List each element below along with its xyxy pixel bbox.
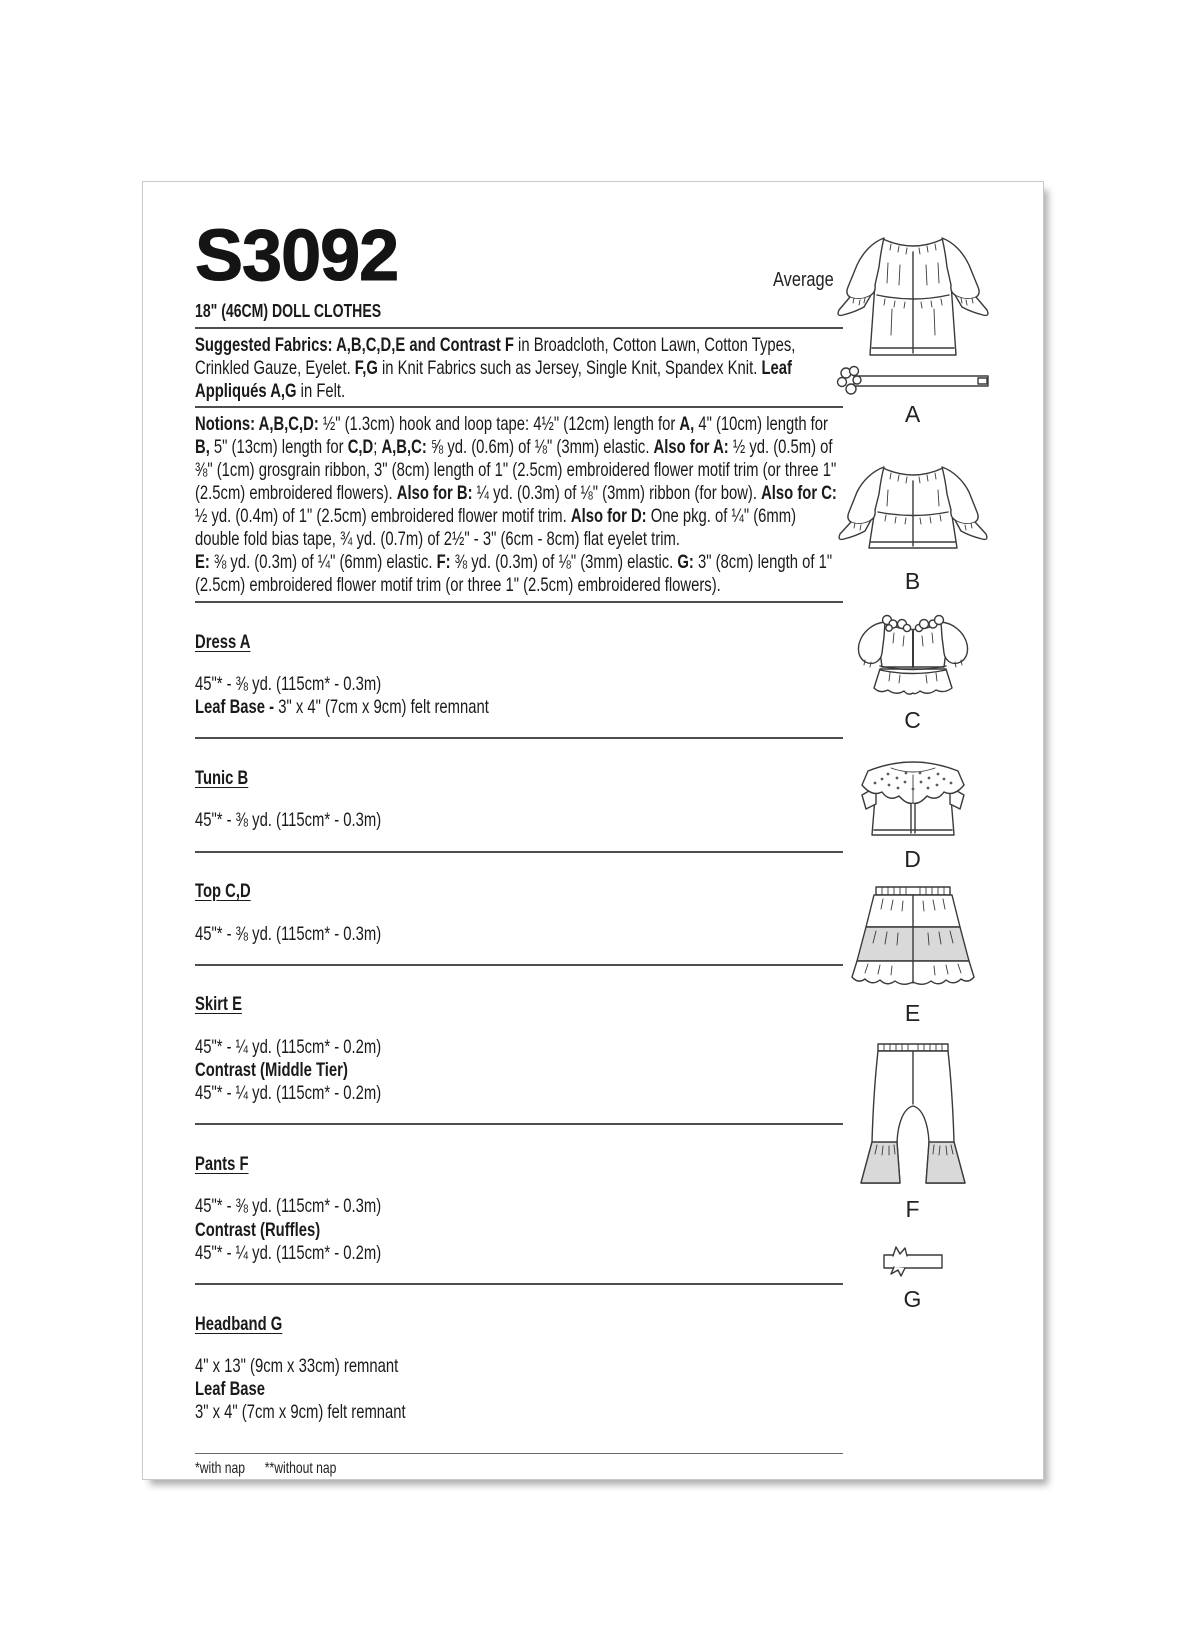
yardage-line: Leaf Base - 3" x 4" (7cm x 9cm) felt remnant <box>195 696 489 719</box>
yardage-section <box>195 853 843 966</box>
yardage-line: 45"* - ¼ yd. (115cm* - 0.2m) <box>195 1241 382 1264</box>
suggested-fabrics-paragraph: Suggested Fabrics: A,B,C,D,E and Contrast F in Broadcloth, Cotton Lawn, Cotton Types, Crinkled Gauze, Eyelet. F,G in Knit Fabrics such as Jersey, Single Knit, Spandex Knit. Leaf Appliqués A,G in Felt. <box>195 334 796 402</box>
flower-applique-icon <box>838 367 862 395</box>
yardage-line: 3" x 4" (7cm x 9cm) felt remnant <box>195 1401 406 1424</box>
figure-label-c: C <box>904 707 922 733</box>
figure-skirt-e <box>788 881 1038 1025</box>
headband-g-illustration <box>788 1243 1038 1277</box>
difficulty-rating: Average <box>773 269 834 291</box>
divider-rule <box>195 327 843 329</box>
figure-label-b: B <box>904 568 922 594</box>
figure-label-g: G <box>903 1286 923 1312</box>
yardage-section <box>195 1285 843 1454</box>
figure-label-d: D <box>904 846 922 872</box>
with-nap-note: *with nap <box>195 1459 246 1477</box>
figure-tunic-b <box>788 456 1038 593</box>
yardage-line: Contrast (Ruffles) <box>195 1218 321 1241</box>
yardage-section-title: Headband G <box>195 1312 283 1335</box>
yardage-section-lines <box>195 1355 843 1425</box>
yardage-line: 45"* - ¼ yd. (115cm* - 0.2m) <box>195 1082 382 1105</box>
yardage-line: 45"* - ⅜ yd. (115cm* - 0.3m) <box>195 809 382 832</box>
yardage-section-lines <box>195 923 843 946</box>
yardage-section-title: Top C,D <box>195 880 251 903</box>
yardage-section <box>195 1125 843 1285</box>
yardage-section <box>195 603 843 739</box>
yardage-line: 45"* - ⅜ yd. (115cm* - 0.3m) <box>195 1195 382 1218</box>
skirt-e-illustration <box>788 881 1038 989</box>
figure-label-f: F <box>905 1196 921 1222</box>
tunic-b-illustration <box>788 456 1038 556</box>
yardage-line: 45"* - ⅜ yd. (115cm* - 0.3m) <box>195 922 382 945</box>
yardage-section-title: Tunic B <box>195 766 249 789</box>
pants-f-illustration <box>788 1038 1038 1188</box>
without-nap-note: **without nap <box>264 1459 337 1477</box>
pattern-envelope-back-page <box>142 181 1044 1480</box>
figure-label-e: E <box>904 1000 922 1026</box>
dress-a-illustration <box>788 223 1038 395</box>
pattern-number: S3092 <box>195 216 399 296</box>
yardage-line: Contrast (Middle Tier) <box>195 1059 348 1082</box>
nap-footnote <box>195 1454 843 1479</box>
figure-top-d <box>788 747 1038 871</box>
yardage-section <box>195 739 843 852</box>
figure-top-c <box>788 609 1038 732</box>
yardage-section-lines <box>195 809 843 832</box>
yardage-line: 45"* - ⅜ yd. (115cm* - 0.3m) <box>195 673 382 695</box>
yardage-section-lines <box>195 1195 843 1265</box>
yardage-section-title: Dress A <box>195 630 251 653</box>
figure-dress-a <box>788 223 1038 426</box>
notions-paragraph: Notions: A,B,C,D: ½" (1.3cm) hook and loop tape: 4½" (12cm) length for A, 4" (10cm) length for B, 5" (13cm) length for C,D; A,B,C: ⅝ yd. (0.6m) of ⅛" (3mm) elastic. Also for A: ½ yd. (0.5m) of ⅜" (1cm) grosgrain ribbon, 3" (8cm) length of 1" (2.5cm) embroidered flower motif trim (or three 1" (2.5cm) embroidered flowers). Also for B: ¼ yd. (0.3m) of ⅛" (3mm) ribbon (for bow). Also for C: ½ yd. (0.4m) of 1" (2.5cm) embroidered flower motif trim. Also for D: One pkg. of ¼" (6mm) double fold bias tape, ¾ yd. (0.7m) of 2½" - 3" (6cm - 8cm) flat eyelet trim. E: ⅜ yd. (0.3m) of ¼" (6mm) elastic. F: ⅜ yd. (0.3m) of ⅛" (3mm) elastic. G: 3" (8cm) length of 1" (2.5cm) embroidered flower motif trim (or three 1" (2.5cm) embroidered flowers). <box>195 413 837 596</box>
divider-rule <box>195 406 843 408</box>
yardage-section <box>195 966 843 1126</box>
top-c-illustration <box>788 609 1038 697</box>
yardage-sections <box>195 601 843 1479</box>
yardage-line: Leaf Base <box>195 1378 266 1401</box>
yardage-section-lines <box>195 673 843 719</box>
figure-label-a: A <box>904 401 922 427</box>
figure-pants-f <box>788 1038 1038 1221</box>
yardage-line: 45"* - ¼ yd. (115cm* - 0.2m) <box>195 1035 382 1058</box>
yardage-line: 4" x 13" (9cm x 33cm) remnant <box>195 1355 399 1378</box>
page-subtitle: 18" (46CM) DOLL CLOTHES <box>195 300 382 321</box>
yardage-section-lines <box>195 1036 843 1106</box>
yardage-section-title: Skirt E <box>195 993 242 1016</box>
leaf-applique-icon <box>893 1247 907 1256</box>
yardage-section-title: Pants F <box>195 1152 249 1175</box>
leaf-applique-icon <box>891 1267 905 1276</box>
figure-headband-g <box>788 1243 1038 1311</box>
top-d-illustration <box>788 747 1038 837</box>
